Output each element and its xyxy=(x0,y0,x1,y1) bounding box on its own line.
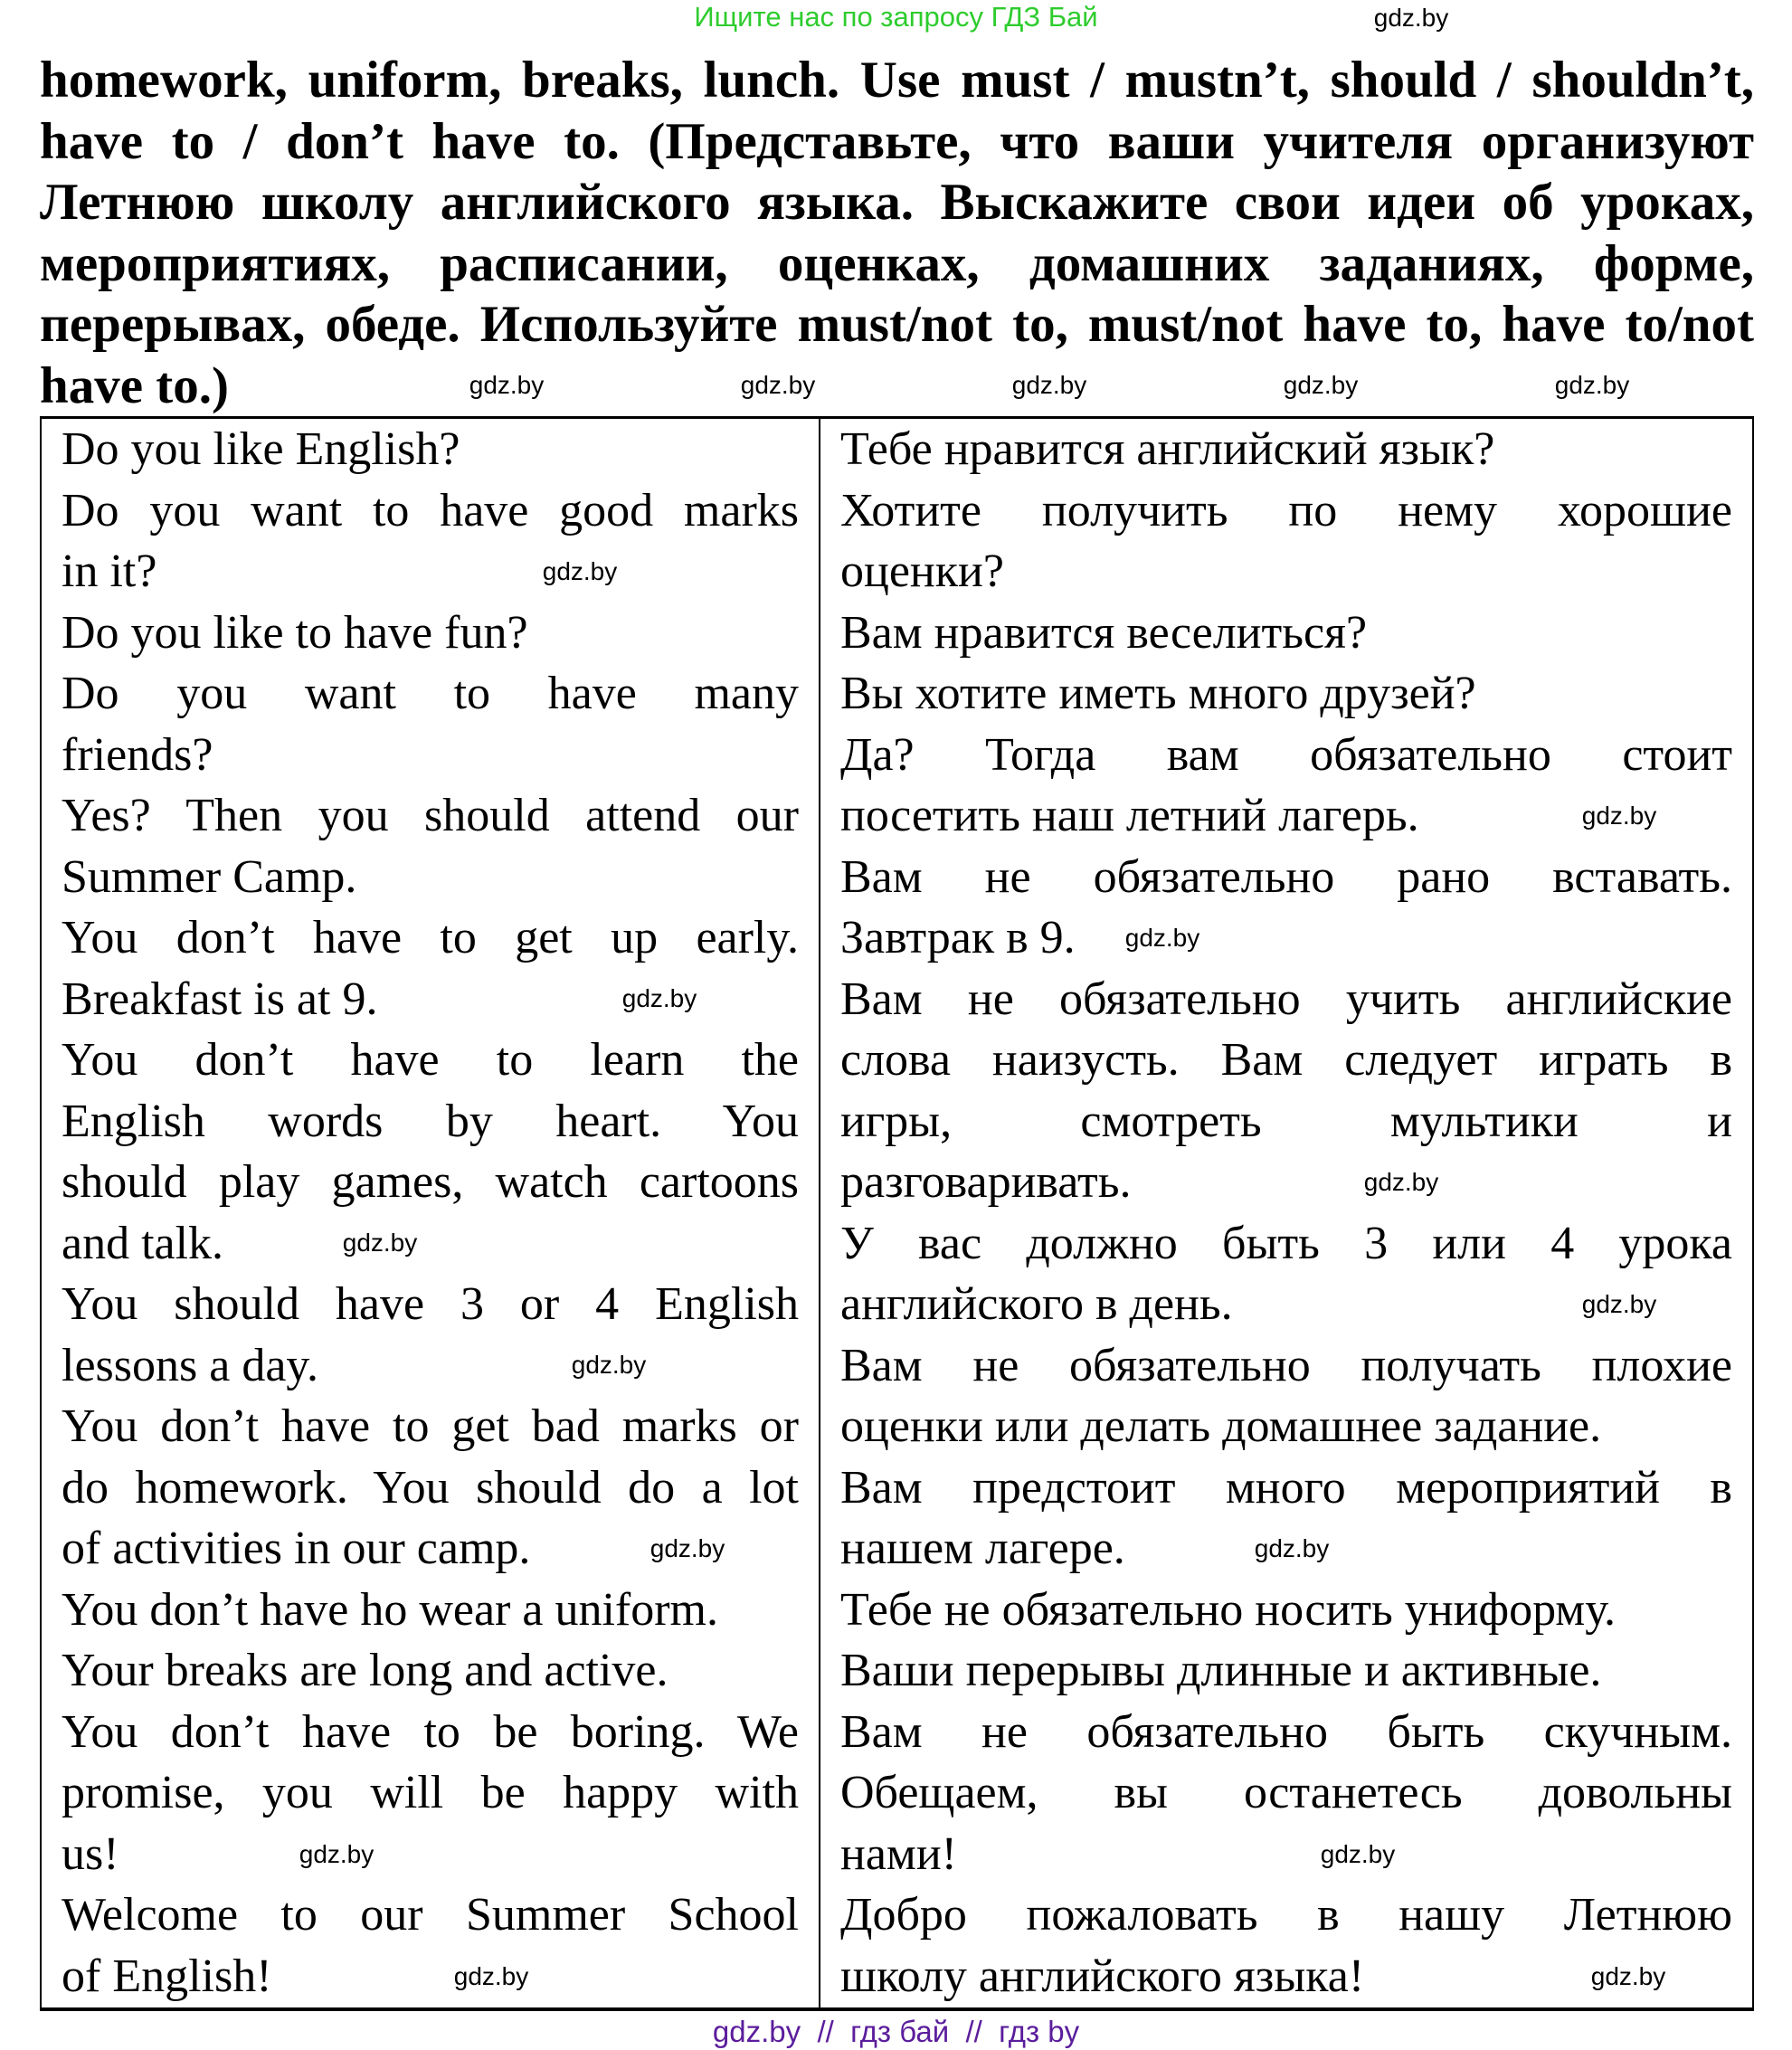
text-line: Завтрак в 9. xyxy=(840,912,1076,963)
russian-sentence xyxy=(840,480,1732,603)
watermark: gdz.by xyxy=(1283,371,1359,399)
text-line: английского в день. xyxy=(840,1278,1233,1330)
watermark: gdz.by xyxy=(1011,371,1087,399)
text-line: friends? xyxy=(62,728,213,781)
text-line: You don’t have ho wear a uniform. xyxy=(62,1583,718,1636)
text-line: Вам не обязательно рано вставать. xyxy=(840,850,1732,903)
text-line: Welcome to our Summer School xyxy=(62,1889,799,1941)
watermark: gdz.by xyxy=(1363,1168,1439,1196)
text-line: игры, смотреть мультики и xyxy=(840,1095,1732,1147)
english-sentence xyxy=(62,1884,799,2007)
english-sentence xyxy=(62,603,799,664)
watermark: gdz.by xyxy=(1554,371,1630,399)
english-sentence xyxy=(62,785,799,907)
watermark: gdz.by xyxy=(740,371,816,399)
text-line: Тебе не обязательно носить униформу. xyxy=(840,1583,1617,1636)
russian-sentence xyxy=(840,1702,1732,1885)
text-line: посетить наш летний лагерь. xyxy=(840,790,1419,841)
english-sentence xyxy=(62,1702,799,1885)
text-line: Do you want to have many xyxy=(62,668,799,719)
text-line: of English! xyxy=(62,1950,272,2002)
text-line: do homework. You should do a lot xyxy=(62,1461,799,1514)
text-line: Вам не обязательно быть скучным. xyxy=(840,1705,1732,1758)
english-sentence xyxy=(62,1030,799,1274)
text-line: Вам предстоит много мероприятий в xyxy=(840,1461,1732,1514)
watermark: gdz.by xyxy=(621,984,697,1012)
watermark: gdz.by xyxy=(1581,802,1657,830)
text-line: школу английского языка! xyxy=(840,1950,1365,2002)
watermark: gdz.by xyxy=(1581,1290,1657,1318)
text-line: оценки? xyxy=(840,546,1004,597)
text-line: Do you like to have fun? xyxy=(62,606,528,659)
russian-column xyxy=(820,419,1752,2007)
task-line: мероприятиях, расписании, оценках, домашних заданиях, форме, xyxy=(40,234,1754,292)
text-line: Вы хотите иметь много друзей? xyxy=(840,668,1476,719)
text-line: English words by heart. You xyxy=(62,1095,799,1147)
text-line: оценки или делать домашнее задание. xyxy=(840,1400,1602,1452)
watermark: gdz.by xyxy=(649,1534,725,1562)
russian-sentence xyxy=(840,419,1732,480)
task-line: Летнюю школу английского языка. Выскажите свои идеи об уроках, xyxy=(40,174,1754,231)
english-sentence xyxy=(62,1580,799,1641)
text-line: Да? Тогда вам обязательно стоит xyxy=(840,728,1732,781)
english-sentence xyxy=(62,1274,799,1396)
russian-sentence xyxy=(840,969,1732,1213)
task-line: homework, uniform, breaks, lunch. Use must / mustn’t, should / shouldn’t, xyxy=(40,52,1754,109)
text-line: нами! xyxy=(840,1827,957,1880)
text-line: Тебе нравится английский язык? xyxy=(840,423,1495,475)
text-line: of activities in our camp. xyxy=(62,1523,531,1574)
text-line: You don’t have to get bad marks or xyxy=(62,1400,799,1452)
text-line: Добро пожаловать в нашу Летнюю xyxy=(840,1889,1732,1941)
text-line: Do you like English? xyxy=(62,423,460,475)
text-line: in it? xyxy=(62,546,157,597)
task-line: have to.) xyxy=(40,356,229,414)
text-line: should play games, watch cartoons xyxy=(62,1156,799,1208)
watermark: gdz.by xyxy=(1590,1962,1666,1990)
text-line: Summer Camp. xyxy=(62,850,357,903)
russian-sentence xyxy=(840,1580,1732,1641)
english-sentence xyxy=(62,480,799,603)
russian-sentence xyxy=(840,847,1732,969)
text-line: Breakfast is at 9. xyxy=(62,973,378,1025)
watermark: gdz.by xyxy=(542,557,618,585)
russian-sentence xyxy=(840,603,1732,664)
text-line: Вам нравится веселиться? xyxy=(840,606,1368,659)
task-line: перерывах, обеде. Используйте must/not to, must/not have to, have to/not xyxy=(40,296,1754,353)
watermark: gdz.by xyxy=(1373,4,1449,32)
text-line: lessons a day. xyxy=(62,1339,319,1391)
english-sentence xyxy=(62,1640,799,1702)
text-line: Обещаем, вы останетесь довольны xyxy=(840,1767,1732,1818)
watermark: gdz.by xyxy=(1254,1534,1330,1562)
russian-sentence xyxy=(840,1640,1732,1702)
russian-sentence xyxy=(840,663,1732,725)
text-line: Хотите получить по нему хорошие xyxy=(840,484,1732,536)
watermark: gdz.by xyxy=(299,1840,375,1868)
text-line: You don’t have to learn the xyxy=(62,1034,799,1086)
watermark: gdz.by xyxy=(469,371,545,399)
text-line: You don’t have to be boring. We xyxy=(62,1705,799,1758)
watermark: gdz.by xyxy=(342,1229,418,1257)
text-line: promise, you will be happy with xyxy=(62,1767,799,1818)
text-line: разговаривать. xyxy=(840,1156,1132,1208)
russian-sentence xyxy=(840,1335,1732,1457)
text-line: Вам не обязательно получать плохие xyxy=(840,1339,1732,1391)
text-line: нашем лагере. xyxy=(840,1523,1125,1574)
text-line: Yes? Then you should attend our xyxy=(62,790,799,841)
watermark: gdz.by xyxy=(1124,924,1200,952)
text-line: You should have 3 or 4 English xyxy=(62,1278,799,1330)
text-line: Your breaks are long and active. xyxy=(62,1645,668,1696)
translation-table xyxy=(40,416,1754,2011)
text-line: Ваши перерывы длинные и активные. xyxy=(840,1645,1602,1696)
text-line: Вам не обязательно учить английские xyxy=(840,973,1732,1025)
search-hint-banner: Ищите нас по запросу ГДЗ Бай xyxy=(694,1,1098,33)
task-instructions xyxy=(40,50,1754,416)
english-column xyxy=(42,419,820,2007)
text-line: You don’t have to get up early. xyxy=(62,912,799,963)
text-line: У вас должно быть 3 или 4 урока xyxy=(840,1217,1732,1269)
text-line: us! xyxy=(62,1827,119,1880)
english-sentence xyxy=(62,419,799,480)
task-line: have to / don’t have to. (Представьте, что ваши учителя организуют xyxy=(40,112,1754,170)
english-sentence xyxy=(62,663,799,785)
text-line: Do you want to have good marks xyxy=(62,484,799,536)
text-line: and talk. xyxy=(62,1217,224,1269)
text-line: слова наизусть. Вам следует играть в xyxy=(840,1034,1732,1086)
watermark: gdz.by xyxy=(571,1351,647,1379)
footer-links: gdz.by // гдз бай // гдз by xyxy=(712,2015,1080,2048)
watermark: gdz.by xyxy=(1320,1840,1396,1868)
watermark: gdz.by xyxy=(453,1962,529,1990)
